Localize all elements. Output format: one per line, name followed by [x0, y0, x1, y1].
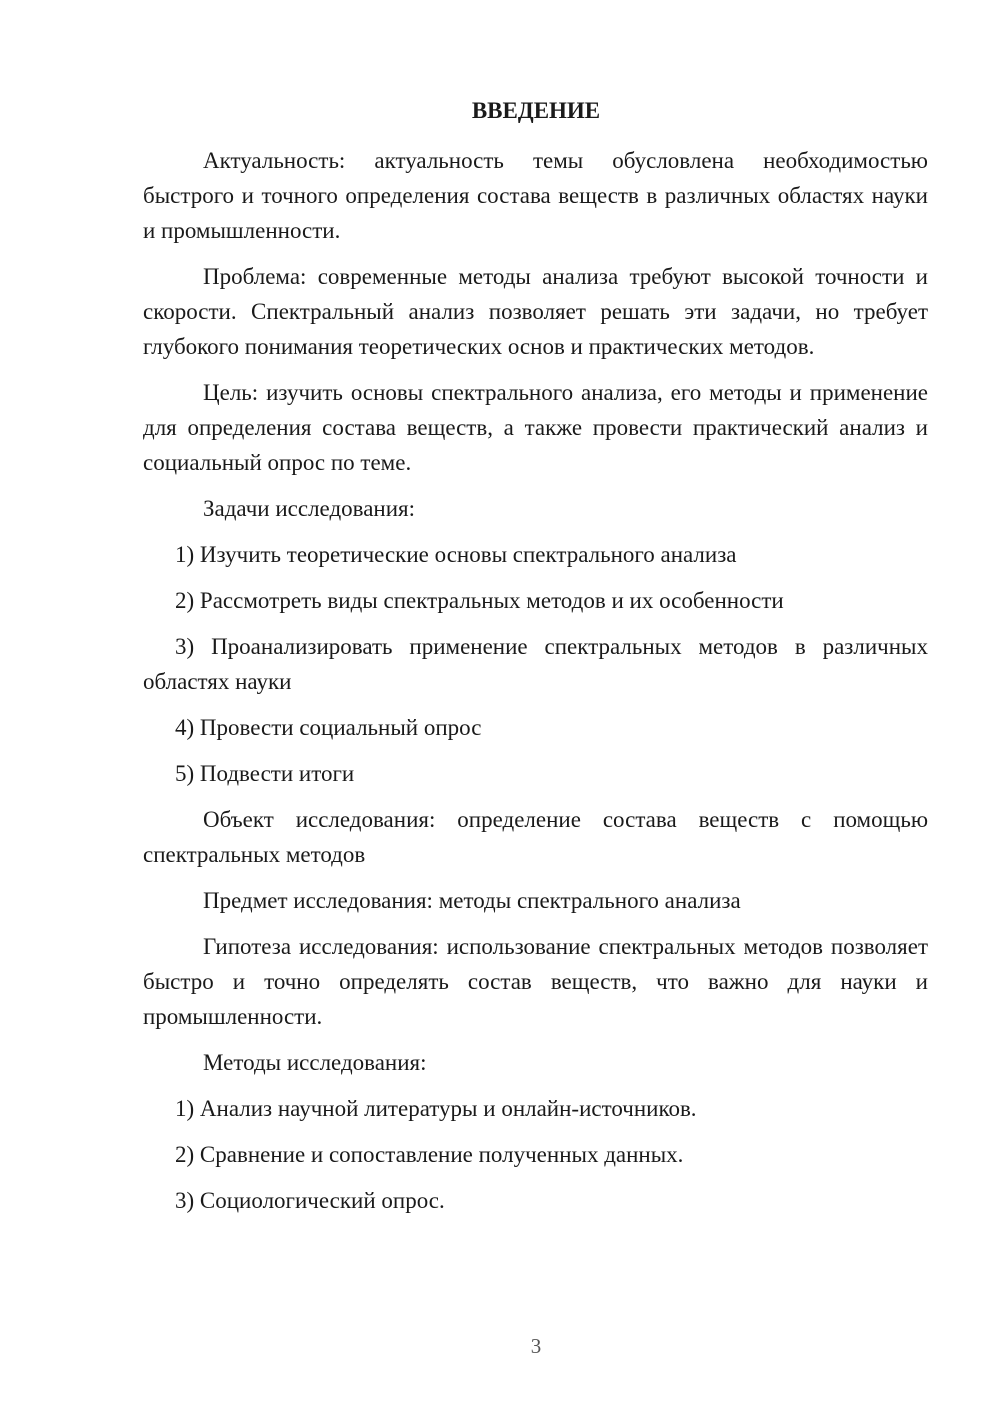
list-item-task: 1) Изучить теоретические основы спектрального анализа	[175, 542, 737, 567]
page-number: 3	[530, 1334, 542, 1358]
paragraph-goal: Цель: изучить основы спектрального анализа, его методы и применение для определения состава веществ, а также провести практический анализ и социальный опрос по теме.	[143, 380, 928, 475]
list-item-task: 2) Рассмотреть виды спектральных методов и их особенности	[175, 588, 784, 613]
paragraph-problem: Проблема: современные методы анализа требуют высокой точности и скорости. Спектральный анализ позволяет решать эти задачи, но требует глубокого понимания теоретических основ и практических методов.	[143, 264, 928, 359]
list-item-task: 4) Провести социальный опрос	[175, 715, 482, 740]
list-item-task: 5) Подвести итоги	[175, 761, 355, 786]
list-item-method: 1) Анализ научной литературы и онлайн-источников.	[175, 1096, 697, 1121]
page-title: ВВЕДЕНИЕ	[471, 98, 601, 123]
paragraph-relevance: Актуальность: актуальность темы обусловлена необходимостью быстрого и точного определения состава веществ в различных областях науки и промышленности.	[143, 148, 928, 243]
paragraph-hypothesis: Гипотеза исследования: использование спектральных методов позволяет быстро и точно определять состав веществ, что важно для науки и промышленности.	[143, 934, 928, 1029]
methods-heading: Методы исследования:	[203, 1050, 427, 1075]
document-body	[143, 143, 928, 1229]
list-item-task: 3) Проанализировать применение спектральных методов в различных областях науки	[143, 634, 928, 694]
list-item-method: 3) Социологический опрос.	[175, 1188, 445, 1213]
tasks-heading: Задачи исследования:	[203, 496, 416, 521]
paragraph-subject: Предмет исследования: методы спектрального анализа	[203, 888, 741, 913]
list-item-method: 2) Сравнение и сопоставление полученных данных.	[175, 1142, 684, 1167]
paragraph-object: Объект исследования: определение состава веществ с помощью спектральных методов	[143, 807, 928, 867]
